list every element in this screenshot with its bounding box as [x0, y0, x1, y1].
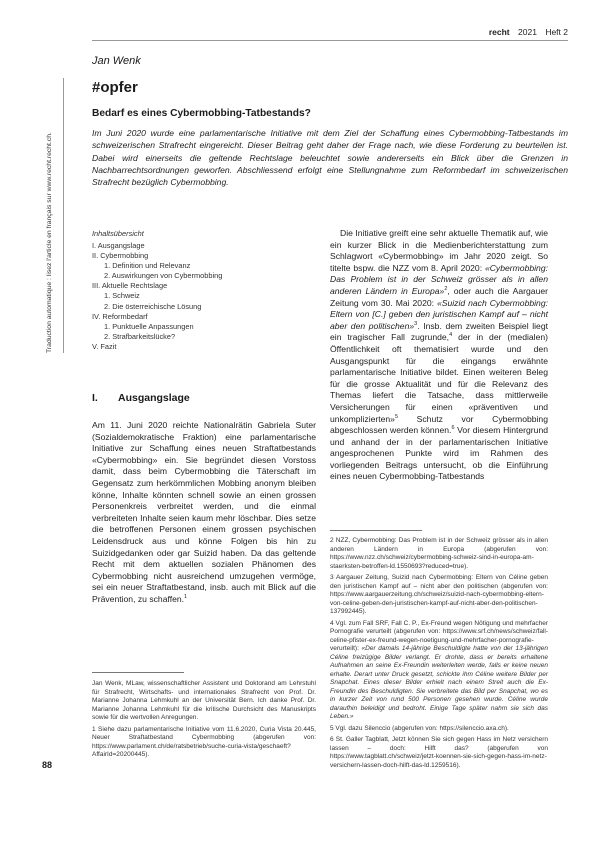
page-number: 88 [42, 760, 53, 770]
table-of-contents [92, 229, 312, 352]
author-footnote: Jan Wenk, MLaw, wissenschaftlicher Assistent und Doktorand am Lehrstuhl für Strafrecht, Wirtschafts- und internationales Strafrecht von Prof. Dr. Marianne Johanna Lehmkuhl an der Universität Bern. Ich danke Prof. Dr. Marianne Johanna Lehmkuhl für die kritische Durchsicht des Manuskripts sowie für die wertvollen Anregungen. [92, 680, 316, 721]
abstract: Im Juni 2020 wurde eine parlamentarische Initiative mit dem Ziel der Schaffung eines Cybermobbing-Tatbestands im schweizerischen Strafrecht eingereicht. Dieser Beitrag geht daher der Frage nach, wie diese Forderung zu beurteilen ist. Dabei wird einerseits die geltende Rechtslage beleuchtet sowie andererseits ein Blick über die Grenzen in Nachbarrechtsordnungen geworfen. Abschliessend erfolgt eine Stellungnahme zum Reformbedarf im schweizerischen Strafrecht bezüglich Cybermobbing. [92, 128, 568, 188]
footnote-mark: 1 [184, 594, 188, 601]
body-paragraph: Am 11. Juni 2020 reichte Nationalrätin Gabriela Suter (Sozialdemokratische Fraktion) eine parlamentarische Initiative zur Schaffung eines neuen Straftatbestands «Cybermobbing» ein. Sie begründet diesen Vorstoss damit, dass beim Cybermobbing die Täterschaft im Gegensatz zum herkömmlichen Mobbing anonym bleiben könne, Inhalte könnten schnell sowie an einen grossen Personenkreis verbreitet werden, und die einmal verbreiteten Inhalte seien kaum mehr löschbar. Dies setze die betroffenen Personen einem grossen psychischen Leidensdruck aus und könne Folgen bis hin zu Suizidgedanken oder gar Suizid haben. Da das geltende Recht mit dem aktuellen sozialen Phänomen des Cybermobbing nicht ausreichend umzugehen vermöge, sei ein neuer Straftatbestand, insb. auch mit Blick auf die Prävention, zu schaffen. [92, 420, 316, 604]
footnote-mark: 5 [394, 413, 399, 420]
footnote-mark: 4 [449, 332, 453, 339]
toc-title: Inhaltsübersicht [92, 229, 144, 238]
article-subtitle: Bedarf es eines Cybermobbing-Tatbestands? [92, 108, 311, 119]
footnote-rule [330, 530, 422, 531]
toc-item: 2. Die österreichische Lösung [104, 301, 202, 311]
footnote: 3 Aargauer Zeitung, Suizid nach Cybermobbing: Eltern von Céline geben den juristischen Kampf auf – nicht aber den politischen (abgerufen von: https://www.aargauerzeitung.ch/schweiz/suizid-nach-cybermobbing-eltern-von-celine-geben-den-juristischen-kampf-auf-nicht-aber-den-politischen-137992445). [330, 574, 548, 615]
footnotes-right [330, 537, 548, 773]
body-column-right [330, 228, 548, 483]
body-text: , oder auch die Aargauer Zeitung vom 30. Mai 2020: [330, 285, 549, 308]
running-header [483, 27, 568, 37]
side-rule [63, 78, 64, 353]
body-text: der in der (medialen) Öffentlichkeit oft thematisiert wurde und den Ausgangspunkt für die eingangs erwähnte parlamentarische Initiative bildet. Einen weiteren Beleg für die grosse Aktualität und für die Relevanz des Themas liefert die Tatsache, dass mittlerweile Versicherungen für einen «präventiven und unkomplizierten» [330, 332, 548, 424]
toc-item: 2. Auswirkungen von Cybermobbing [104, 271, 223, 281]
toc-item: V. Fazit [92, 341, 117, 351]
body-text: Vor diesem Hintergrund und anhand der in der parlamentarischen Initiative angesprochenen Punkte wird im Rahmen des vorliegenden Beitrags untersucht, ob die Einführung eines neuen Cybermobbing-Tatbestands [330, 425, 549, 482]
header-rule [92, 40, 568, 41]
toc-item: III. Aktuelle Rechtslage [92, 281, 168, 291]
footnote-text: 4 Vgl. zum Fall SRF, Fall C. P., Ex-Freund wegen Nötigung und mehrfacher Pornografie verurteilt (abgerufen von: https://www.srf.ch/news/schweiz/fall-celine-pfister-ex-freund-wegen-noetigung-und-mehrfacher-pornografie-verurteilt): [330, 619, 548, 652]
article-title: #opfer [92, 79, 138, 96]
body-text: Schutz vor Cybermobbing abgeschlossen werden können. [330, 413, 548, 436]
toc-item: 1. Punktuelle Anpassungen [104, 321, 194, 331]
journal-name: recht [488, 27, 510, 37]
toc-item: I. Ausgangslage [92, 241, 145, 250]
footnote: 2 NZZ, Cybermobbing: Das Problem ist in der Schweiz grösser als in allen anderen Ländern in Europa (abgerufen von: https://www.nzz.ch/schweiz/cybermobbing-schweiz-sind-in-europa-am-staerksten-betroffen-ld.1550693?reduced=true). [330, 537, 548, 570]
body-text: Die Initiative greift eine sehr aktuelle Thematik auf, wie ein kurzer Blick in die Medienberichterstattung zum Schlagwort «Cybermobbing» im Jahr 2020 zeigt. So titelte bspw. die NZZ vom 8. April 2020: [330, 228, 548, 273]
section-number: I. [92, 392, 98, 404]
footnote [330, 620, 548, 722]
toc-item: 1. Schweiz [104, 291, 140, 301]
footnote: 5 Vgl. dazu Silenccio (abgerufen von: https://silenccio.axa.ch). [330, 724, 509, 732]
footnotes-left [92, 680, 316, 763]
toc-item: IV. Reformbedarf [92, 311, 148, 321]
footnote: 1 Siehe dazu parlamentarische Initiative vom 11.6.2020, Curia Vista 20.445, Neuer Straftatbestand Cybermobbing (abgerufen von: https://www.parlament.ch/de/ratsbetrieb/suche-curia-vista/geschaeft?AffairId=20200445). [92, 725, 316, 758]
toc-item: 2. Strafbarkeitslücke? [104, 331, 176, 341]
translation-note: Traduction automatique : lisez l'article en français sur www.recht.recht.ch. [46, 132, 53, 353]
footnote-mark: 2 [444, 286, 448, 293]
section-title: Ausgangslage [118, 392, 190, 404]
footnote-quote: «Der damals 14-jährige Beschuldigte hatte von der 13-jährigen Céline freizügige Bilder verlangt. Er drohte, dass er bereits erhaltene Aufnahmen an seine Ex-Freundin weiterleiten werde, falls er keine neuen erhalte. Derart unter Druck gesetzt, schickte ihm Céline weitere Bilder per Snapchat. Eines dieser Bilder erhielt nach einem Streit auch die Ex-Freundin des Beschuldigten. Sie verbreitete das Bild per Snapchat, wo es in kurzer Zeit von rund 500 Personen gesehen wurde. Céline wurde daraufhin beleidigt und bedroht. Einige Tage später nahm sie sich das Leben.» [330, 645, 548, 720]
journal-issue: Heft 2 [545, 27, 568, 37]
footnote-mark: 6 [451, 425, 455, 432]
quote: «Suizid nach Cybermobbing: Eltern von [C.] geben den juristischen Kampf auf – nicht aber den politischen» [330, 297, 548, 331]
toc-item: 1. Definition und Relevanz [104, 261, 191, 271]
body-column-left [92, 420, 316, 606]
footnote-mark: 3 [414, 320, 418, 327]
footnote: 6 St. Galler Tagblatt, Jetzt können Sie sich gegen Hass im Netz versichern lassen – doch: Hilft das? (abgerufen von https://www.tagblatt.ch/schweiz/jetzt-koennen-sie-sich-gegen-hass-im-netz-versichern-lassen-doch-hilft-das-ld.1259516). [330, 736, 548, 769]
footnote-rule [92, 672, 184, 673]
body-text: . Insb. dem zweiten Beispiel liegt ein tragischer Fall zugrunde, [330, 320, 548, 343]
author-name: Jan Wenk [92, 55, 141, 67]
section-heading [92, 392, 190, 404]
journal-year: 2021 [518, 27, 537, 37]
quote: «Cybermobbing: Das Problem ist in der Schweiz grösser als in allen anderen Ländern in Europa» [330, 262, 548, 296]
toc-item: II. Cybermobbing [92, 251, 149, 261]
